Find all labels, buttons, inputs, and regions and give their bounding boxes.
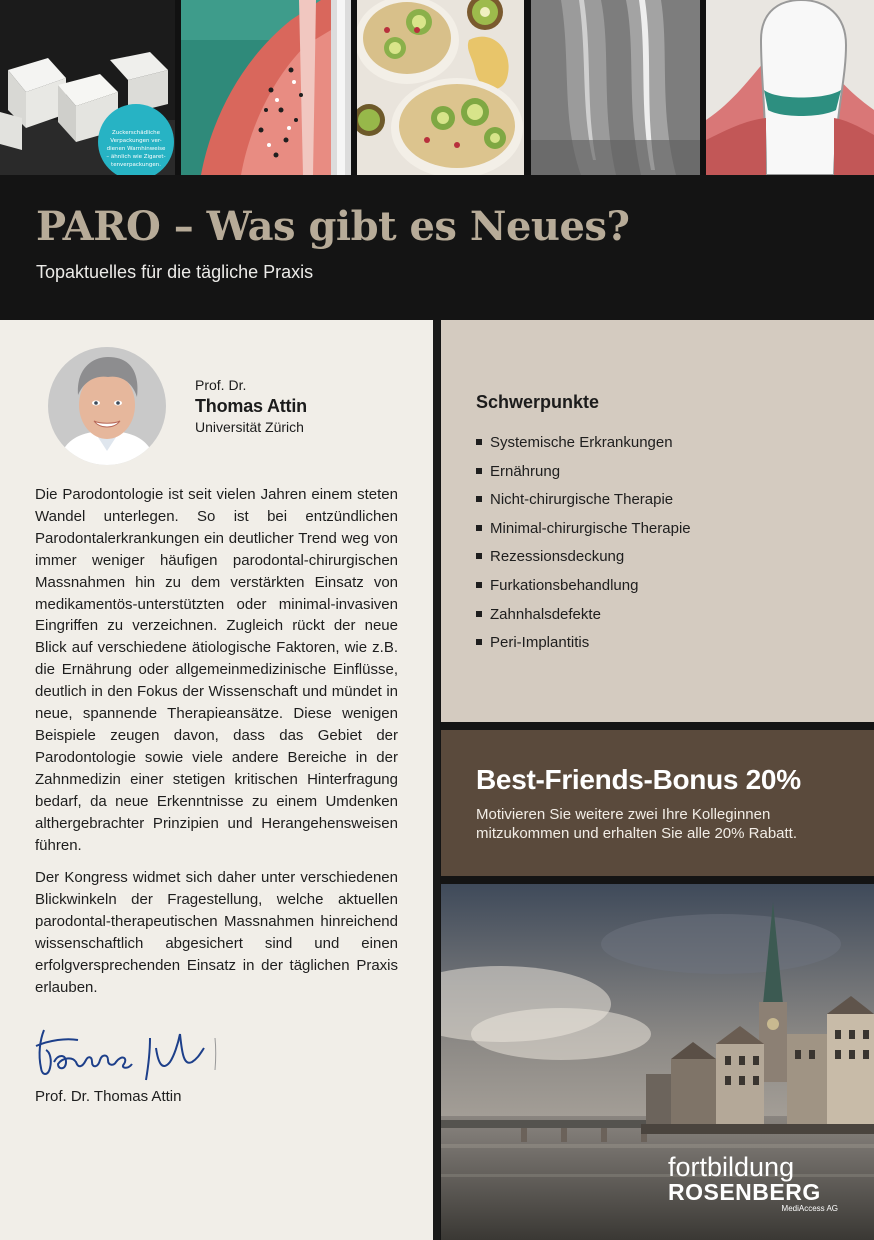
column-divider xyxy=(433,320,440,1240)
svg-text:tenverpackungen.: tenverpackungen. xyxy=(111,162,161,168)
photo-strip xyxy=(0,0,874,175)
square-bullet-icon xyxy=(476,553,482,559)
author-avatar xyxy=(48,347,166,465)
focus-topic-item: Systemische Erkrankungen xyxy=(476,431,691,460)
author-block xyxy=(195,376,307,436)
author-honorific: Prof. Dr. xyxy=(195,377,247,393)
square-bullet-icon xyxy=(476,468,482,474)
square-bullet-icon xyxy=(476,525,482,531)
focus-topics-title: Schwerpunkte xyxy=(476,392,600,412)
page-title: PARO – Was gibt es Neues? xyxy=(36,203,630,250)
logo-line-3: MediAccess AG xyxy=(781,1204,838,1213)
tooth-illustration xyxy=(706,0,874,175)
svg-text:Verpackungen ver-: Verpackungen ver- xyxy=(110,138,162,144)
focus-topic-item: Minimal-chirurgische Therapie xyxy=(476,517,691,546)
intro-text xyxy=(35,484,398,1010)
signature-caption: Prof. Dr. Thomas Attin xyxy=(35,1088,182,1105)
focus-topics-list xyxy=(476,431,691,660)
intro-paragraph-1: Die Parodontologie ist seit vielen Jahren einem steten Wandel unterlegen. So ist bei entzündlichen Parodontalerkrankungen ein deutlicher Trend weg von immer weniger häufigen parodontal-chirurgischen Massnahmen hin zu dem verstärkten Einsatz von medikamentös-unterstützten oder minimal-invasiven Eingriffen zu verzeichnen. Zugleich rückt der neue Blick auf verschiedene ätiologische Faktoren, wie z.B. die Ernährung oder allgemeinmedizinische Einflüsse, deutlich in den Fokus der Wissenschaft und mündet in neue, spannende Therapieansätze. Diese wenigen Beispiele zeugen davon, dass das Gebiet der Parodontologie sowie viele andere Bereiche in der Zahnmedizin einer stetigen kritischen Hinterfragung bedarf, da neue Erkenntnisse zu einem Umdenken althergebrachter Prinzipien und Herangehensweisen führen. xyxy=(35,486,398,854)
focus-topic-item: Rezessionsdeckung xyxy=(476,545,691,574)
focus-topic-item: Peri-Implantitis xyxy=(476,631,691,660)
svg-text:dienen Warnhinweise: dienen Warnhinweise xyxy=(106,146,166,152)
square-bullet-icon xyxy=(476,439,482,445)
dental-xray-photo xyxy=(531,0,700,175)
logo-line-2: ROSENBERG xyxy=(668,1179,821,1205)
author-name: Thomas Attin xyxy=(195,396,307,416)
page-subtitle: Topaktuelles für die tägliche Praxis xyxy=(36,262,314,282)
svg-text:– ähnlich wie Zigaret-: – ähnlich wie Zigaret- xyxy=(106,154,166,160)
fortbildung-rosenberg-logo xyxy=(668,1153,843,1213)
fruit-bowls-photo xyxy=(357,0,524,175)
bonus-title: Best-Friends-Bonus 20% xyxy=(476,764,801,795)
square-bullet-icon xyxy=(476,496,482,502)
focus-topic-item: Zahnhalsdefekte xyxy=(476,603,691,632)
square-bullet-icon xyxy=(476,639,482,645)
handwritten-signature xyxy=(32,1018,222,1090)
focus-topic-item: Nicht-chirurgische Therapie xyxy=(476,488,691,517)
sugar-cubes-photo xyxy=(0,0,175,175)
focus-topic-item: Ernährung xyxy=(476,460,691,489)
bonus-description: Motivieren Sie weitere zwei Ihre Kolleginnen mitzukommen und erhalten Sie alle 20% Rabatt. xyxy=(476,806,798,842)
bonus-panel xyxy=(441,730,874,876)
intro-paragraph-2: Der Kongress widmet sich daher unter verschiedenen Blickwinkeln der Fragestellung, welche aktuellen parodontal-therapeutischen Massnahmen hinreichend wissenschaftlich abgesichert sind und einen erfolgversprechenden Einsatz in der täglichen Praxis erlauben. xyxy=(35,869,398,996)
focus-topic-item: Furkationsbehandlung xyxy=(476,574,691,603)
square-bullet-icon xyxy=(476,582,482,588)
gum-tissue-illustration xyxy=(181,0,351,175)
author-affiliation: Universität Zürich xyxy=(195,419,304,435)
logo-line-1: fortbildung xyxy=(668,1152,795,1182)
square-bullet-icon xyxy=(476,611,482,617)
svg-text:Zuckerschädliche: Zuckerschädliche xyxy=(111,130,161,136)
